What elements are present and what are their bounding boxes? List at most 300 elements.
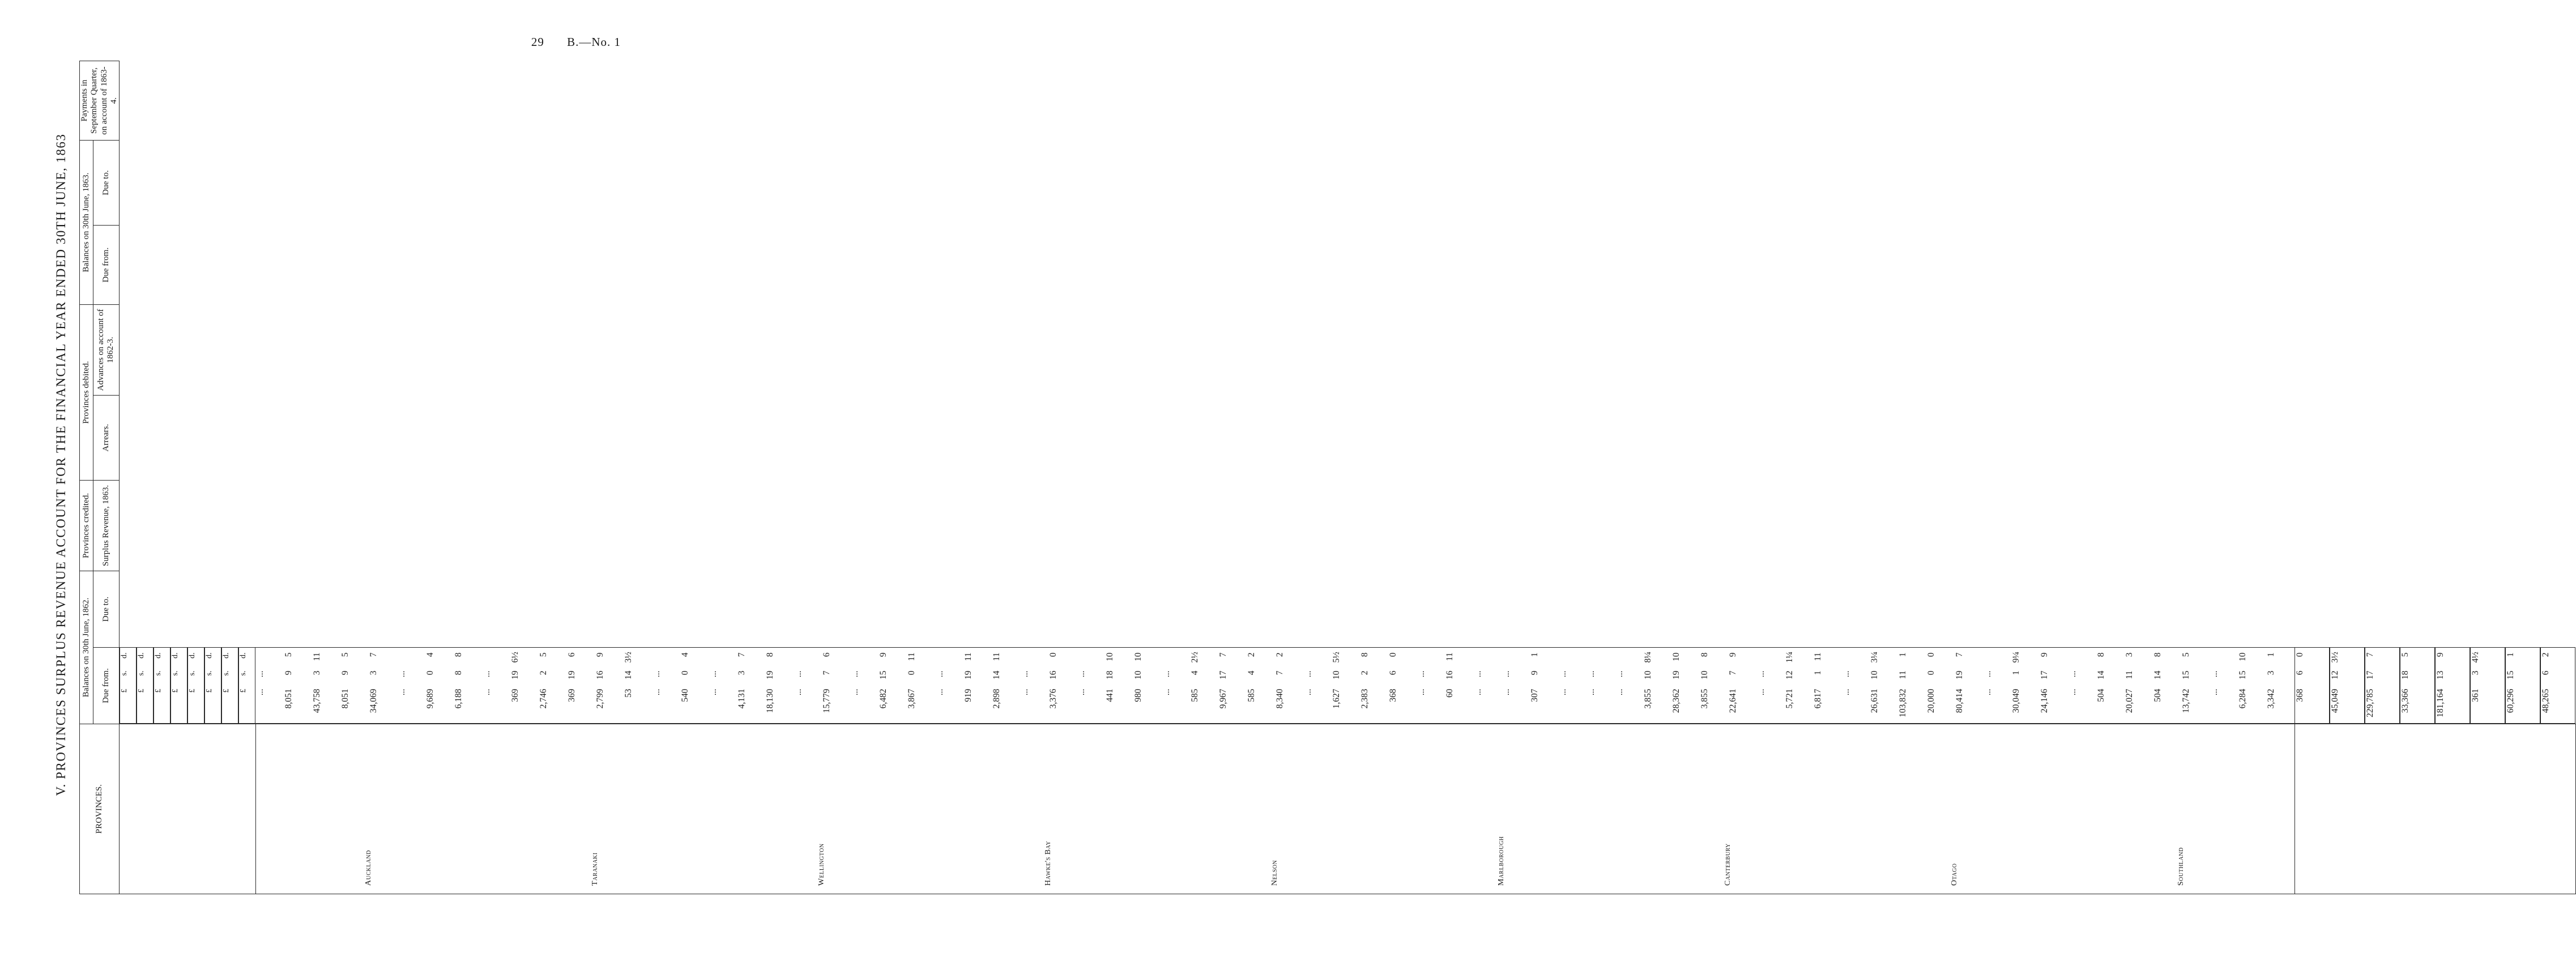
amount-pence: 10 (1133, 652, 1143, 661)
amount-pounds: 28,362 (1671, 689, 1681, 713)
amount-cell (1275, 648, 1303, 724)
amount-cell (680, 648, 709, 724)
amount-shillings: 8 (454, 670, 463, 675)
amount-pence (255, 653, 284, 663)
amount-pounds: 307 (1530, 689, 1539, 702)
totals-row (2294, 61, 2575, 894)
amount-cell (1955, 648, 1983, 724)
amount-pounds: 60 (1445, 689, 1455, 698)
amount-pounds: ... (794, 689, 803, 696)
amount-pounds: 9,689 (425, 689, 435, 709)
amount-shillings: ... (1077, 670, 1086, 678)
amount-pounds: 3,855 (1643, 689, 1653, 709)
amount-pounds: ... (1077, 689, 1086, 696)
table-row (1615, 61, 1841, 894)
arrears-header: Arrears. (93, 396, 119, 481)
units-cell (153, 648, 170, 724)
amount-cell (1813, 648, 1841, 724)
amount-pence: 11 (312, 652, 322, 661)
unit-shilling: s. (137, 670, 146, 676)
table-row (1388, 61, 1615, 894)
amount-pence (1417, 653, 1445, 663)
province-label: Auckland (364, 850, 373, 886)
amount-shillings: 15 (2238, 670, 2247, 679)
amount-cell (652, 648, 680, 724)
amount-pence (1077, 653, 1105, 663)
amount-pounds: ... (1756, 689, 1766, 696)
amount-shillings: 7 (822, 670, 831, 675)
amount-cell (2330, 648, 2365, 724)
provinces-credited-header: Provinces credited. (80, 481, 93, 571)
advances-header: Advances on account of 1862-3. (93, 305, 119, 396)
amount-cell (1445, 648, 1473, 724)
amount-cell (1926, 648, 1955, 724)
unit-pence: d. (154, 652, 163, 658)
unit-pence: d. (239, 652, 248, 658)
amount-pounds: ... (850, 689, 860, 696)
amount-pence (709, 653, 737, 663)
amount-shillings: 14 (992, 670, 1001, 679)
page-header (512, 35, 621, 49)
amount-shillings: 19 (567, 670, 577, 679)
amount-shillings: 16 (1445, 670, 1455, 679)
amount-pence: 5½ (1332, 652, 1341, 663)
amount-pounds: 504 (2153, 689, 2163, 702)
amount-shillings: 17 (2040, 670, 2049, 679)
amount-pence (1020, 653, 1048, 663)
amount-shillings: 17 (1218, 670, 1228, 679)
table-row (709, 61, 935, 894)
amount-cell (737, 648, 765, 724)
amount-cell (907, 648, 935, 724)
amount-shillings: ... (2068, 670, 2078, 678)
amount-pence: 9 (2436, 652, 2445, 657)
unit-pound: £ (120, 689, 129, 693)
amount-pence: 4 (425, 652, 435, 657)
amount-pence: 7 (2365, 652, 2375, 657)
table-row (1162, 61, 1388, 894)
amount-cell (1133, 648, 1162, 724)
amount-shillings: 10 (1643, 670, 1653, 679)
amount-pence (1473, 653, 1502, 663)
amount-cell (2068, 648, 2096, 724)
province-name (1615, 724, 1841, 894)
amount-shillings: 15 (2506, 670, 2515, 679)
amount-pounds: 229,785 (2365, 689, 2375, 717)
amount-pence (652, 653, 680, 663)
unit-pence: d. (171, 652, 180, 658)
amount-shillings: ... (1558, 670, 1568, 678)
ledger-body (120, 61, 2576, 894)
amount-pounds: ... (1615, 689, 1624, 696)
amount-pence (794, 653, 822, 663)
amount-cell (595, 648, 624, 724)
amount-cell (2540, 648, 2575, 724)
amount-pounds: 1,627 (1332, 689, 1341, 709)
amount-shillings: ... (1841, 670, 1851, 678)
series-number: B.—No. 1 (567, 35, 621, 49)
amount-cell (1898, 648, 1926, 724)
amount-pounds: 181,164 (2436, 689, 2445, 717)
provinces-debited-header: Provinces debited. (80, 305, 93, 481)
amount-shillings: ... (652, 670, 662, 678)
amount-pence: 5 (340, 652, 350, 657)
amount-pounds: 540 (680, 689, 690, 702)
unit-pound: £ (205, 689, 214, 693)
amount-pounds: 53 (624, 689, 633, 698)
amount-pounds: ... (2068, 689, 2078, 696)
amount-pence: 8 (2153, 652, 2163, 657)
amount-pence: 1 (1898, 652, 1908, 657)
amount-shillings: ... (1020, 670, 1030, 678)
amount-pounds: 6,284 (2238, 689, 2247, 709)
amount-cell (2011, 648, 2040, 724)
province-label: Wellington (817, 843, 826, 886)
amount-cell (2238, 648, 2266, 724)
table-row (935, 61, 1162, 894)
amount-pounds: 103,832 (1898, 689, 1908, 717)
province-label: Nelson (1270, 860, 1279, 886)
amount-pence: 4 (680, 652, 690, 657)
province-name (2068, 724, 2294, 894)
amount-cell (255, 648, 284, 724)
amount-cell (963, 648, 992, 724)
amount-shillings: ... (1303, 670, 1313, 678)
amount-pounds: 13,742 (2181, 689, 2191, 713)
amount-shillings: 4 (1190, 670, 1200, 675)
unit-pound: £ (222, 689, 231, 693)
amount-pence: 8 (454, 652, 463, 657)
amount-pounds: ... (1417, 689, 1426, 696)
amount-cell (935, 648, 963, 724)
amount-cell (1247, 648, 1275, 724)
due-from-1862-header: Due from. (93, 648, 119, 724)
amount-pounds: 6,482 (878, 689, 888, 709)
amount-shillings: 3 (312, 670, 322, 675)
amount-shillings: ... (255, 670, 265, 678)
amount-pounds: 34,069 (369, 689, 378, 713)
amount-pence (2068, 653, 2096, 663)
province-label: Otago (1950, 863, 1959, 886)
amount-pence (397, 653, 425, 663)
amount-pence: 0 (1048, 652, 1058, 657)
amount-pence: 9 (878, 652, 888, 657)
amount-pence: 0 (1388, 652, 1398, 657)
amount-shillings: 10 (1870, 670, 1879, 679)
amount-pence: 4½ (2471, 652, 2480, 663)
unit-pence: d. (188, 652, 197, 658)
amount-cell (284, 648, 312, 724)
amount-pounds: 504 (2096, 689, 2106, 702)
amount-shillings: 11 (2125, 670, 2134, 679)
unit-pound: £ (137, 689, 146, 693)
amount-pence (2210, 653, 2238, 663)
amount-pence: 2 (1247, 652, 1256, 657)
province-name (1162, 724, 1388, 894)
amount-pounds: 15,779 (822, 689, 831, 713)
table-row (2068, 61, 2294, 894)
amount-cell (2294, 648, 2330, 724)
province-name (935, 724, 1162, 894)
amount-cell (369, 648, 397, 724)
amount-cell (709, 648, 737, 724)
amount-shillings: 1 (2011, 670, 2021, 675)
amount-pounds: ... (935, 689, 945, 696)
amount-shillings: 14 (624, 670, 633, 679)
units-cell (120, 648, 137, 724)
amount-cell (1105, 648, 1133, 724)
amount-pence: 8 (1360, 652, 1370, 657)
amount-cell (510, 648, 539, 724)
amount-cell (2040, 648, 2068, 724)
units-cell (221, 648, 238, 724)
amount-pounds: 585 (1190, 689, 1200, 702)
amount-shillings: 6 (2295, 670, 2305, 675)
amount-shillings: 0 (1926, 670, 1936, 675)
balances-1863-header: Balances on 30th June, 1863. (80, 141, 93, 305)
amount-shillings: 3 (369, 670, 378, 675)
amount-pounds: 369 (567, 689, 577, 702)
amount-pounds: 18,130 (765, 689, 775, 713)
amount-cell (1020, 648, 1048, 724)
amount-pence (1303, 653, 1332, 663)
units-cell (187, 648, 204, 724)
amount-pounds: ... (709, 689, 718, 696)
amount-pence: 6 (822, 652, 831, 657)
amount-shillings: 2 (1360, 670, 1370, 675)
amount-pounds: 43,758 (312, 689, 322, 713)
amount-pounds: 20,000 (1926, 689, 1936, 713)
amount-cell (850, 648, 878, 724)
amount-pounds: 4,131 (737, 689, 747, 709)
amount-cell (992, 648, 1020, 724)
amount-shillings: 14 (2153, 670, 2163, 679)
amount-shillings: 19 (963, 670, 973, 679)
province-name (709, 724, 935, 894)
amount-pounds: 368 (2295, 689, 2305, 702)
amount-shillings: 0 (680, 670, 690, 675)
amount-cell (2210, 648, 2238, 724)
amount-pounds: ... (1502, 689, 1511, 696)
amount-cell (1586, 648, 1615, 724)
amount-pounds: 80,414 (1955, 689, 1964, 713)
amount-cell (1077, 648, 1105, 724)
amount-pence: 2 (1275, 652, 1285, 657)
amount-pence: 3½ (2330, 652, 2340, 663)
amount-shillings: ... (709, 670, 718, 678)
amount-cell (878, 648, 907, 724)
amount-cell (1558, 648, 1586, 724)
amount-pence: 6½ (510, 652, 520, 663)
amount-pence: 2½ (1190, 652, 1200, 663)
amount-cell (624, 648, 652, 724)
amount-pounds: 22,641 (1728, 689, 1738, 713)
amount-pounds: ... (1303, 689, 1313, 696)
page-number: 29 (531, 35, 544, 49)
amount-cell (1303, 648, 1332, 724)
amount-pounds: 5,721 (1785, 689, 1794, 709)
amount-shillings: 10 (1700, 670, 1709, 679)
amount-pounds: 26,631 (1870, 689, 1879, 713)
amount-pence: 1 (1530, 652, 1539, 657)
amount-cell (312, 648, 340, 724)
amount-cell (2470, 648, 2505, 724)
amount-shillings: ... (1615, 670, 1624, 678)
amount-cell (340, 648, 369, 724)
amount-pounds: 3,376 (1048, 689, 1058, 709)
amount-shillings: 0 (907, 670, 916, 675)
amount-pence: 1¼ (1785, 652, 1794, 663)
amount-shillings: ... (794, 670, 803, 678)
amount-shillings: 9 (340, 670, 350, 675)
amount-pence: 11 (992, 652, 1001, 661)
amount-pence: 5 (2181, 652, 2191, 657)
due-to-1862-header: Due to. (93, 571, 119, 648)
amount-cell (1671, 648, 1700, 724)
amount-pounds: 24,146 (2040, 689, 2049, 713)
amount-pounds: ... (255, 689, 265, 696)
amount-shillings: 3 (2471, 670, 2480, 675)
amount-pence (850, 653, 878, 663)
amount-pounds: 6,817 (1813, 689, 1823, 709)
amount-cell (1870, 648, 1898, 724)
amount-pence: 8 (2096, 652, 2106, 657)
amount-cell (765, 648, 794, 724)
amount-pounds: 369 (510, 689, 520, 702)
amount-pounds: 368 (1388, 689, 1398, 702)
province-label: Taranaki (591, 852, 599, 886)
amount-cell (1190, 648, 1218, 724)
unit-pence: d. (120, 652, 129, 658)
surplus-revenue-header: Surplus Revenue, 1863. (93, 481, 119, 571)
amount-pence: 2 (2541, 652, 2551, 657)
amount-shillings: 19 (1955, 670, 1964, 679)
page-title: V. PROVINCES SURPLUS REVENUE ACCOUNT FOR THE FINANCIAL YEAR ENDED 30TH JUNE, 1863 (54, 133, 68, 796)
amount-cell (1388, 648, 1417, 724)
amount-pounds: 2,383 (1360, 689, 1370, 709)
amount-shillings: 17 (2365, 670, 2375, 679)
due-to-1863-header: Due to. (93, 141, 119, 226)
amount-cell (1473, 648, 1502, 724)
amount-shillings: 0 (425, 670, 435, 675)
amount-cell (1841, 648, 1870, 724)
province-name (482, 724, 709, 894)
province-label: Marlborough (1497, 836, 1505, 886)
amount-cell (1756, 648, 1785, 724)
amount-shillings: ... (1162, 670, 1171, 678)
amount-pence (935, 653, 963, 663)
amount-shillings: 15 (2181, 670, 2191, 679)
amount-shillings: 1 (1813, 670, 1823, 675)
amount-pence: 7 (1218, 652, 1228, 657)
unit-pence: d. (222, 652, 231, 658)
amount-cell (1530, 648, 1558, 724)
amount-cell (1983, 648, 2011, 724)
unit-pound: £ (154, 689, 163, 693)
amount-shillings: 7 (1275, 670, 1285, 675)
province-name (1388, 724, 1615, 894)
amount-shillings: 18 (1105, 670, 1115, 679)
amount-cell (2505, 648, 2540, 724)
amount-pence: 5 (539, 652, 548, 657)
amount-shillings: 2 (539, 670, 548, 675)
units-row (120, 61, 256, 894)
amount-pounds: ... (1558, 689, 1568, 696)
amount-shillings: ... (482, 670, 492, 678)
due-from-1863-header: Due from. (93, 226, 119, 305)
amount-shillings: 19 (510, 670, 520, 679)
amount-pence: 9¼ (2011, 652, 2021, 663)
amount-cell (794, 648, 822, 724)
amount-cell (1218, 648, 1247, 724)
amount-pounds: ... (1473, 689, 1483, 696)
amount-pounds: 30,049 (2011, 689, 2021, 713)
amount-shillings: 12 (2330, 670, 2340, 679)
amount-pence (1502, 653, 1530, 663)
amount-shillings: 13 (2436, 670, 2445, 679)
amount-pence: 9 (2040, 652, 2049, 657)
amount-pence: 5 (284, 652, 293, 657)
amount-cell (2435, 648, 2470, 724)
amount-cell (2181, 648, 2210, 724)
balances-1862-header: Balances on 30th June, 1862. (80, 571, 93, 724)
unit-pound: £ (239, 689, 248, 693)
units-cell (137, 648, 153, 724)
amount-pounds: 3,855 (1700, 689, 1709, 709)
amount-shillings: 18 (2400, 670, 2410, 679)
amount-cell (567, 648, 595, 724)
table-row (1841, 61, 2068, 894)
amount-pounds: ... (482, 689, 492, 696)
amount-shillings: 16 (1048, 670, 1058, 679)
amount-pence: 6 (567, 652, 577, 657)
amount-pence: 1 (2266, 652, 2276, 657)
units-cell (204, 648, 221, 724)
amount-pence: 10 (1671, 652, 1681, 661)
amount-pence: 8 (1700, 652, 1709, 657)
amount-shillings: ... (397, 670, 407, 678)
amount-pounds: 9,967 (1218, 689, 1228, 709)
amount-cell (1643, 648, 1671, 724)
amount-cell (397, 648, 425, 724)
amount-cell (1332, 648, 1360, 724)
amount-pounds: 60,296 (2506, 689, 2515, 713)
amount-pounds: 441 (1105, 689, 1115, 702)
payments-header: Payments in September Quarter, on account of 1863-4. (80, 61, 120, 141)
amount-shillings: ... (935, 670, 945, 678)
amount-cell (1162, 648, 1190, 724)
amount-pounds: 8,340 (1275, 689, 1285, 709)
amount-pounds: ... (1586, 689, 1596, 696)
amount-pence (1586, 653, 1615, 663)
amount-pence (1162, 653, 1190, 663)
amount-shillings: ... (1756, 670, 1766, 678)
amount-shillings: 7 (1728, 670, 1738, 675)
amount-pounds: 919 (963, 689, 973, 702)
unit-pence: d. (205, 652, 214, 658)
unit-pence: d. (137, 652, 146, 658)
amount-cell (1785, 648, 1813, 724)
amount-shillings: 12 (1785, 670, 1794, 679)
amount-pounds: 980 (1133, 689, 1143, 702)
amount-pence: 3 (2125, 652, 2134, 657)
province-label: Hawke's Bay (1044, 840, 1052, 886)
rotated-ledger (79, 61, 2551, 894)
amount-pounds: 6,188 (454, 689, 463, 709)
amount-pounds: 8,051 (340, 689, 350, 709)
unit-shilling: s. (239, 670, 248, 676)
amount-pence: 11 (1813, 652, 1823, 661)
